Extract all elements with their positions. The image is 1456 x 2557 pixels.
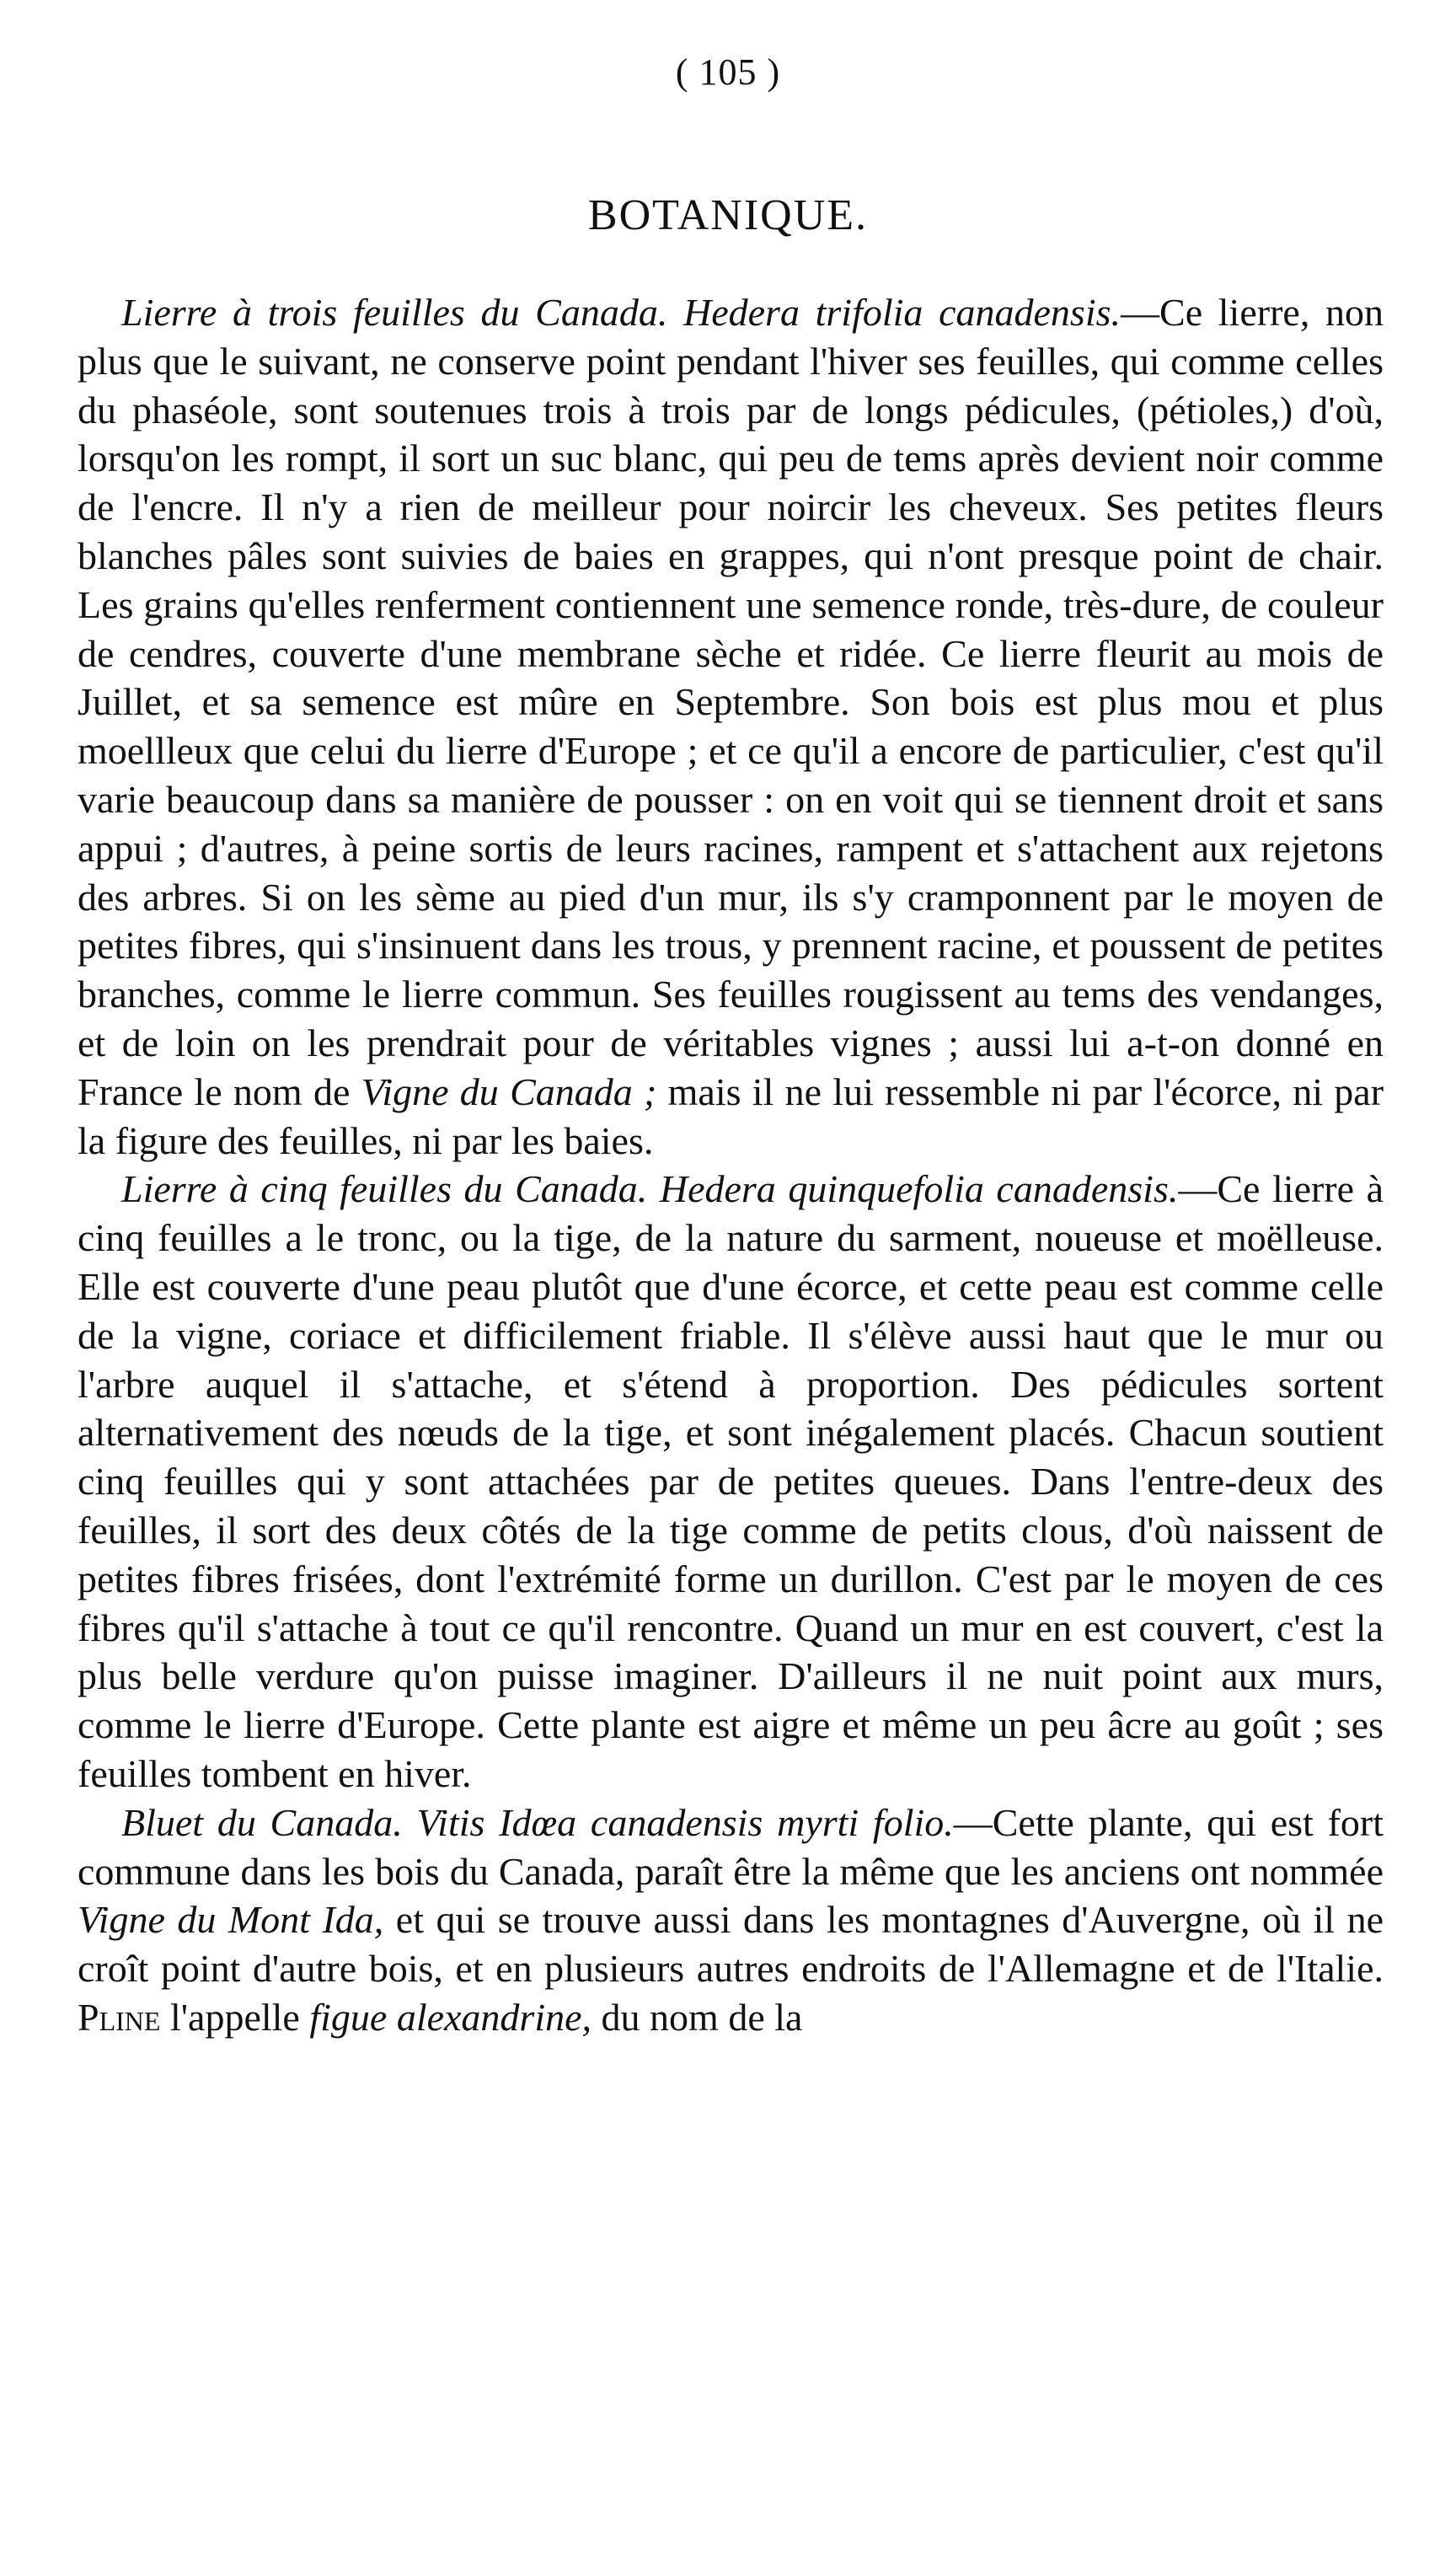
entry-paragraph-lierre-cinq-feuilles <box>78 1165 1384 1798</box>
entry-text-end: mais il ne lui ressemble ni par l'écorce, ni par la figure des feuilles, ni par les baies. <box>78 1069 1384 1162</box>
body-text <box>78 288 1384 2042</box>
section-heading: BOTANIQUE. <box>587 191 869 239</box>
entry-text: —Cette plante, qui est fort commune dans les bois du Canada, paraît être la même que les anciens ont nommée <box>78 1800 1384 1893</box>
entry-text: —Ce lierre, non plus que le suivant, ne conserve point pendant l'hiver ses feuilles, qui comme celles du phaséole, sont soutenues trois à trois par de longs pédicules, (pétioles,) d'où, lorsqu'on les rompt, il sort un suc blanc, qui peu de tems après devient noir comme de l'encre. Il n'y a rien de meilleur pour noircir les cheveux. Ses petites fleurs blanches pâles sont suivies de baies en grappes, qui n'ont presque point de chair. Les grains qu'elles renferment contiennent une semence ronde, très-dure, de couleur de cendres, couverte d'une membrane sèche et ridée. Ce lierre fleurit au mois de Juillet, et sa semence est mûre en Septembre. Son bois est plus mou et plus moellleux que celui du lierre d'Europe ; et ce qu'il a encore de particulier, c'est qu'il varie beaucoup dans sa manière de pousser : on en voit qui se tiennent droit et sans appui ; d'autres, à peine sortis de leurs racines, rampent et s'attachent aux rejetons des arbres. Si on les sème au pied d'un mur, ils s'y cramponnent par le moyen de petites fibres, qui s'insinuent dans les trous, y prennent racine, et poussent de petites branches, comme le lierre commun. Ses feuilles rougissent au tems des vendanges, et de loin on les prendrait pour de véritables vignes ; aussi lui a-t-on donné en France le nom de <box>78 291 1384 1113</box>
entry-italic-phrase: Vigne du Mont Ida, <box>78 1898 384 1942</box>
entry-paragraph-bluet <box>78 1798 1384 2042</box>
entry-name: Lierre à cinq feuilles du Canada. <box>121 1167 648 1211</box>
entry-italic-phrase-2: figue alexandrine, <box>309 1995 592 2039</box>
entry-text-end: du nom de la <box>592 1995 803 2039</box>
page-number: ( 105 ) <box>675 51 781 93</box>
entry-text: —Ce lierre à cinq feuilles a le tronc, ou la tige, de la nature du sarment, noueuse et moëlleuse. Elle est couverte d'une peau plutôt que d'une écorce, et cette peau est comme celle de la vigne, coriace et difficilement friable. Il s'élève aussi haut que le mur ou l'arbre auquel il s'attache, et s'étend à proportion. Des pédicules sortent alternativement des nœuds de la tige, et sont inégalement placés. Chacun soutient cinq feuilles qui y sont attachées par de petites queues. Dans l'entre-deux des feuilles, il sort des deux côtés de la tige comme de petits clous, d'où naissent de petites fibres frisées, dont l'extrémité forme un durillon. C'est par le moyen de ces fibres qu'il s'attache à tout ce qu'il rencontre. Quand un mur en est couvert, c'est la plus belle verdure qu'on puisse imaginer. D'ailleurs il ne nuit point aux murs, comme le lierre d'Europe. Cette plante est aigre et même un peu âcre au goût ; ses feuilles tombent en hiver. <box>78 1167 1384 1795</box>
entry-name: Lierre à trois feuilles du Canada. <box>121 291 668 334</box>
author-name: Pline <box>78 1995 161 2039</box>
entry-italic-phrase: Vigne du Canada ; <box>361 1069 657 1113</box>
entry-text-after-author: l'appelle <box>160 1995 310 2039</box>
entry-latin-name: Hedera quinquefolia canadensis. <box>659 1167 1179 1211</box>
entry-name: Bluet du Canada. <box>121 1800 403 1844</box>
entry-paragraph-lierre-trois-feuilles <box>78 288 1384 1165</box>
entry-latin-name: Hedera trifolia canadensis. <box>683 291 1121 334</box>
entry-text-mid: et qui se trouve aussi dans les montagnes d'Auvergne, où il ne croît point d'autre bois, et en plusieurs autres endroits de l'Allemagne et de l'Italie. <box>78 1898 1384 1991</box>
entry-latin-name: Vitis Idœa canadensis myrti folio. <box>416 1800 954 1844</box>
